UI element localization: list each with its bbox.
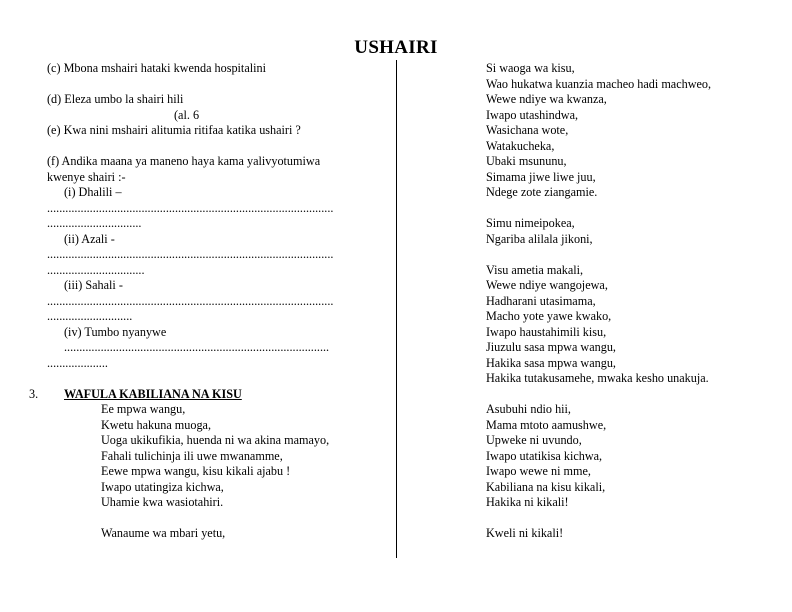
poem-line: Eewe mpwa wangu, kisu kikali ajabu !: [101, 464, 291, 478]
question-c: (c) Mbona mshairi hataki kwenda hospitalini: [47, 61, 266, 75]
question-f-line2: kwenye shairi :-: [47, 169, 126, 184]
poem-line: Mama mtoto aamushwe,: [486, 417, 607, 432]
poem-line: Hadharani utasimama,: [486, 293, 596, 308]
answer-line: ..............................................................................................: [47, 247, 334, 261]
answer-line: ................................: [47, 262, 145, 277]
poem-line: Simu nimeipokea,: [486, 216, 575, 230]
left-column: [29, 61, 380, 542]
answer-line: ..............................................................................................: [47, 200, 334, 215]
column-divider: [396, 60, 397, 558]
question-d: (d) Eleza umbo la shairi hili: [47, 92, 184, 106]
poem-line: Uhamie kwa wasiotahiri.: [101, 495, 224, 509]
poem-line: Uoga ukikufikia, huenda ni wa akina mamayo,: [101, 433, 330, 447]
poem-line: Si waoga wa kisu,: [486, 61, 575, 75]
poem-line: Iwapo utatingiza kichwa,: [101, 479, 224, 494]
poem-line: Iwapo haustahimili kisu,: [486, 324, 607, 339]
poem-line: Hakika ni kikali!: [486, 495, 569, 509]
poem-final-line: Kweli ni kikali!: [486, 526, 564, 540]
poem-line: Simama jiwe liwe juu,: [486, 169, 596, 184]
answer-line: .......................................................................................: [64, 340, 330, 354]
poem-line: Wewe ndiye wangojewa,: [486, 278, 608, 292]
poem-line: Kwetu hakuna muoga,: [101, 417, 211, 432]
poem-line: Wao hukatwa kuanzia macheo hadi machweo,: [486, 76, 712, 91]
answer-line: ....................: [47, 355, 108, 370]
poem-line: Ubaki msununu,: [486, 154, 567, 168]
poem-line: Ngariba alilala jikoni,: [486, 231, 593, 246]
question-d-marks: (al. 6: [174, 107, 200, 122]
poem-title: WAFULA KABILIANA NA KISU: [64, 386, 242, 401]
poem-line: Iwapo wewe ni mme,: [486, 464, 591, 478]
section-heading-row: [29, 386, 380, 403]
poem-line: Macho yote yawe kwako,: [486, 309, 612, 323]
poem-line: Iwapo utashindwa,: [486, 107, 579, 122]
sub-question-i: (i) Dhalili –: [64, 185, 122, 199]
poem-line: Wasichana wote,: [486, 123, 569, 137]
poem-line: Kabiliana na kisu kikali,: [486, 479, 606, 494]
poem-line: Visu ametia makali,: [486, 262, 584, 277]
poem-line: Watakucheka,: [486, 138, 555, 153]
poem-line: Asubuhi ndio hii,: [486, 402, 571, 416]
question-f-line1: (f) Andika maana ya maneno haya kama yalivyotumiwa: [47, 154, 321, 168]
question-e: (e) Kwa nini mshairi alitumia ritifaa katika ushairi ?: [47, 123, 301, 137]
poem-line: Ee mpwa wangu,: [101, 402, 186, 416]
sub-question-iv: (iv) Tumbo nyanywe: [64, 324, 167, 339]
answer-line: ............................: [47, 309, 133, 323]
poem-line: Jiuzulu sasa mpwa wangu,: [486, 340, 616, 354]
right-column: [486, 61, 776, 542]
poem-line: Fahali tulichinja ili uwe mwanamme,: [101, 448, 283, 463]
poem-line: Wanaume wa mbari yetu,: [101, 526, 226, 540]
answer-line: ..............................................................................................: [47, 293, 334, 308]
page-title: USHAIRI: [354, 37, 438, 58]
answer-line: ...............................: [47, 216, 142, 230]
poem-line: Iwapo utatikisa kichwa,: [486, 448, 603, 463]
poem-line: Wewe ndiye wa kwanza,: [486, 92, 607, 106]
section-number: 3.: [29, 386, 39, 401]
poem-line: Hakika tutakusamehe, mwaka kesho unakuja.: [486, 371, 709, 385]
sub-question-iii: (iii) Sahali -: [64, 278, 123, 292]
sub-question-ii: (ii) Azali -: [64, 231, 115, 246]
poem-line: Ndege zote ziangamie.: [486, 185, 598, 199]
poem-line: Upweke ni uvundo,: [486, 433, 582, 447]
poem-line: Hakika sasa mpwa wangu,: [486, 355, 616, 370]
